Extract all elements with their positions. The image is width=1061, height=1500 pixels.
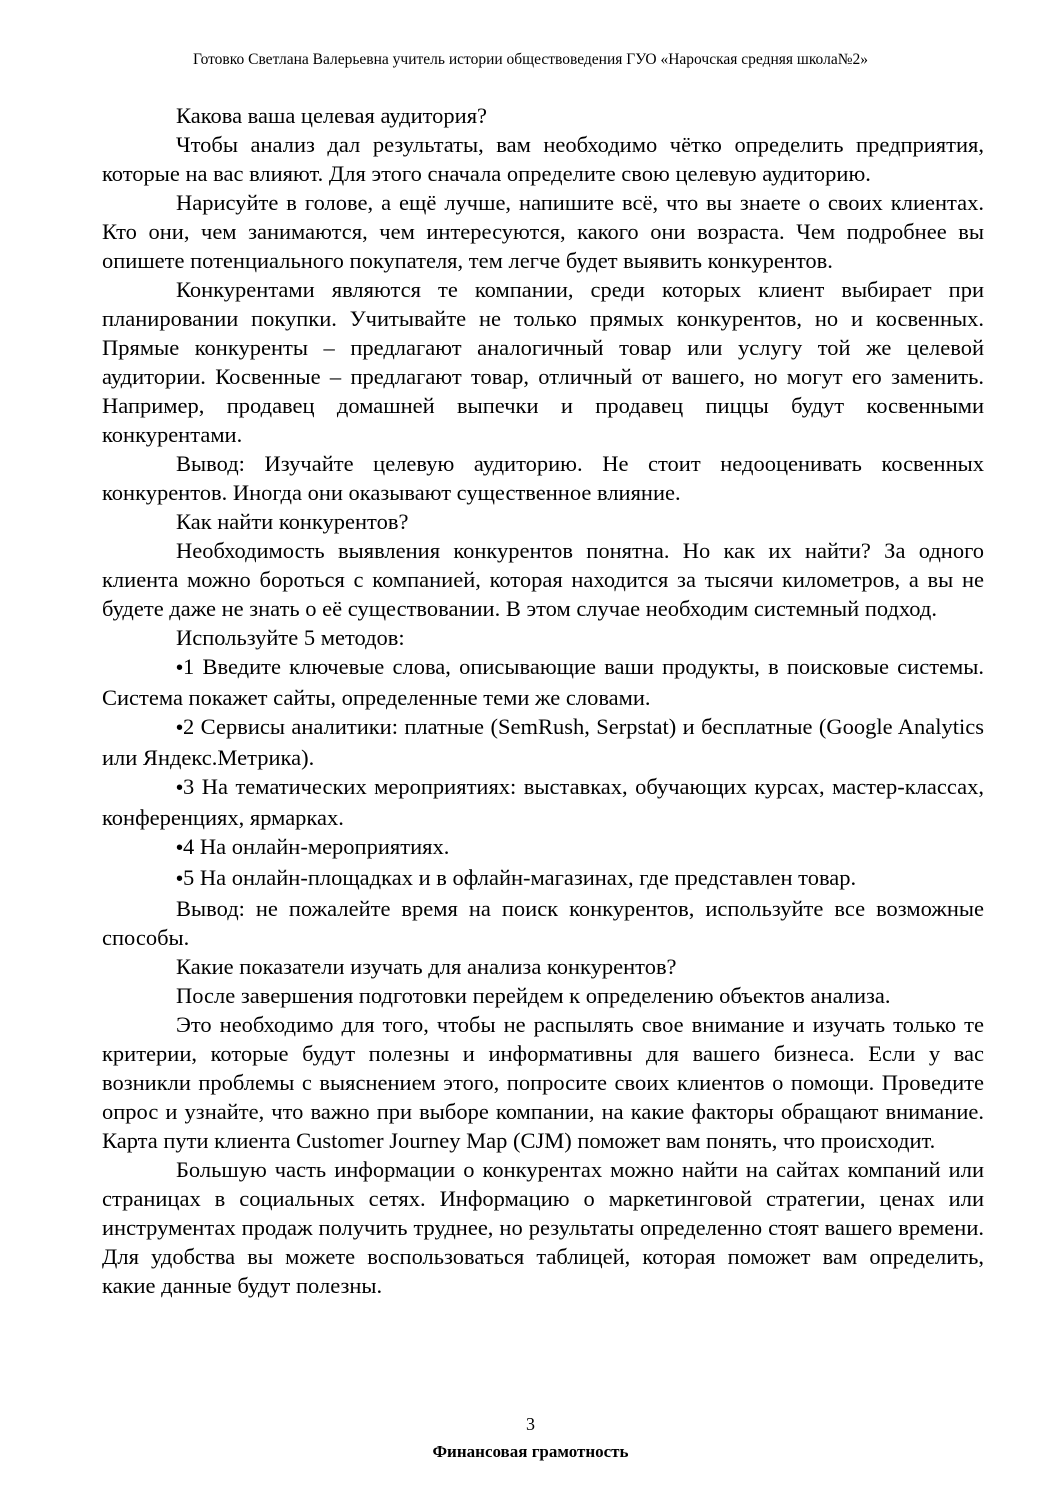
method-text: Введите ключевые слова, описывающие ваши продукты, в поисковые системы. Система покажет сайты, определенные теми же словами.: [102, 654, 984, 710]
method-number: 4: [183, 834, 195, 859]
method-number: 3: [183, 774, 195, 799]
method-item-5: [102, 863, 984, 894]
method-text: На тематических мероприятиях: выставках, обучающих курсах, мастер-классах, конференциях, ярмарках.: [102, 774, 984, 830]
paragraph-system-approach: Необходимость выявления конкурентов понятна. Но как их найти? За одного клиента можно бороться с компанией, которая находится за тысячи километров, а вы не будете даже не знать о её существовании. В этом случае необходим системный подход.: [102, 538, 984, 621]
heading-indicators: Какие показатели изучать для анализа конкурентов?: [176, 954, 677, 979]
method-text: На онлайн-площадках и в офлайн-магазинах, где представлен товар.: [194, 865, 857, 890]
method-item-4: [102, 832, 984, 863]
page-number: 3: [526, 1414, 535, 1434]
bullet-icon: •: [176, 777, 184, 799]
method-number: 1: [183, 654, 195, 679]
paragraph-information-sources: Большую часть информации о конкурентах можно найти на сайтах компаний или страницах в социальных сетях. Информацию о маркетинговой стратегии, ценах или инструментах продаж получить труднее, но результаты определенно стоят вашего времени. Для удобства вы можете воспользоваться таблицей, которая поможет вам определить, какие данные будут полезны.: [102, 1157, 984, 1298]
paragraph-criteria: Это необходимо для того, чтобы не распылять свое внимание и изучать только те критерии, которые будут полезны и информативны для вашего бизнеса. Если у вас возникли проблемы с выяснением этого, попросите своих клиентов о помощи. Проведите опрос и узнайте, что важно при выборе компании, на какие факторы обращают внимание. Карта пути клиента Customer Journey Map (CJM) поможет вам понять, что происходит.: [102, 1012, 984, 1153]
bullet-icon: •: [176, 657, 184, 679]
bullet-icon: •: [176, 717, 184, 739]
method-item-2: [102, 712, 984, 772]
method-number: 5: [183, 865, 195, 890]
method-item-1: [102, 652, 984, 712]
method-item-3: [102, 772, 984, 832]
bullet-icon: •: [176, 837, 184, 859]
heading-target-audience: Какова ваша целевая аудитория?: [176, 103, 488, 128]
paragraph-conclusion-search: Вывод: не пожалейте время на поиск конкурентов, используйте все возможные способы.: [102, 896, 984, 950]
paragraph-describe-clients: Нарисуйте в голове, а ещё лучше, напишите всё, что вы знаете о своих клиентах. Кто они, чем занимаются, чем интересуются, какого они возраста. Чем подробнее вы опишете потенциального покупателя, тем легче будет выявить конкурентов.: [102, 190, 984, 273]
paragraph-analysis-results: Чтобы анализ дал результаты, вам необходимо чётко определить предприятия, которые на вас влияют. Для этого сначала определите свою целевую аудиторию.: [102, 132, 984, 186]
bullet-icon: •: [176, 868, 184, 890]
paragraph-preparation: После завершения подготовки перейдем к определению объектов анализа.: [176, 983, 891, 1008]
page-header: Готовко Светлана Валерьевна учитель истории обществоведения ГУО «Нарочская средняя школа№2»: [192, 51, 869, 68]
document-body: [102, 101, 984, 1300]
method-text: Сервисы аналитики: платные (SemRush, Serpstat) и бесплатные (Google Analytics или Яндекс.Метрика).: [102, 714, 984, 770]
paragraph-conclusion-audience: Вывод: Изучайте целевую аудиторию. Не стоит недооценивать косвенных конкурентов. Иногда они оказывают существенное влияние.: [102, 451, 984, 505]
method-number: 2: [183, 714, 195, 739]
method-text: На онлайн-мероприятиях.: [194, 834, 450, 859]
paragraph-five-methods: Используйте 5 методов:: [176, 625, 405, 650]
page-footer: Финансовая грамотность: [432, 1442, 629, 1461]
paragraph-competitor-types: Конкурентами являются те компании, среди которых клиент выбирает при планировании покупки. Учитывайте не только прямых конкурентов, но и косвенных. Прямые конкуренты – предлагают аналогичный товар или услугу той же целевой аудитории. Косвенные – предлагают товар, отличный от вашего, но могут его заменить. Например, продавец домашней выпечки и продавец пиццы будут косвенными конкурентами.: [102, 277, 984, 447]
heading-find-competitors: Как найти конкурентов?: [176, 509, 409, 534]
